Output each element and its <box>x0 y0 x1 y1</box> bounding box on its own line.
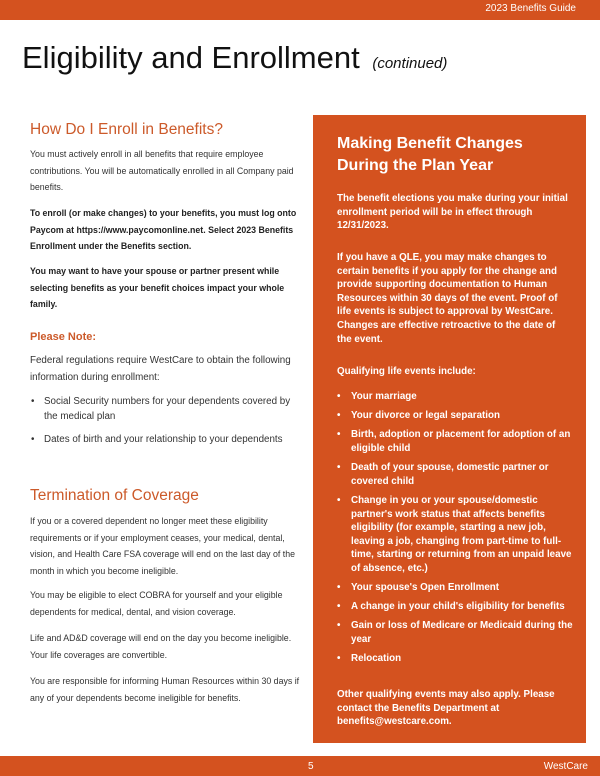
event-text: A change in your child's eligibility for benefits <box>351 601 565 613</box>
termination-paragraph-3: Life and AD&D coverage will end on the day you become ineligible. Your life coverages are convertible. <box>30 633 292 660</box>
panel-paragraph-2: If you have a QLE, you may make changes to certain benefits if you apply for the change and provide supporting documentation to Human Resources within 30 days of the event. Proof of life events is subject to approval by WestCare. Changes are effective retroactive to the date of the event. <box>337 252 558 345</box>
enroll-paragraph-1: You must actively enroll in all benefits that require employee contributions. You will be automatically enrolled in all Company paid benefits. <box>30 149 294 192</box>
brand-name: WestCare <box>543 761 588 772</box>
footer-bar <box>0 756 600 776</box>
qualifying-events-intro: Qualifying life events include: <box>337 366 476 377</box>
qualifying-events-list <box>337 390 577 671</box>
event-text: Change in you or your spouse/domestic partner's work status that affects benefits eligibility (for example, starting a new job, leaving a job, changing from part-time to full-time, starting or returning from an unpaid leave of absence, etc.) <box>351 494 572 574</box>
list-item: • Relocation <box>337 653 402 665</box>
page-number: 5 <box>308 761 314 772</box>
event-text: Death of your spouse, domestic partner or covered child <box>351 462 549 487</box>
enroll-heading: How Do I Enroll in Benefits? <box>30 121 223 138</box>
termination-heading: Termination of Coverage <box>30 487 199 504</box>
event-text: Birth, adoption or placement for adoption of an eligible child <box>351 429 571 454</box>
panel-title: Making Benefit Changes During the Plan Year <box>337 135 523 174</box>
event-text: Gain or loss of Medicare or Medicaid during the year <box>351 620 573 646</box>
termination-paragraph-1: If you or a covered dependent no longer meet these eligibility requirements or if your employment ceases, your medical, dental, vision, and Health Care FSA coverage will end on the last day of the month in which you become ineligible. <box>30 516 296 576</box>
note-item-text: Social Security numbers for your dependents covered by the medical plan <box>44 396 291 422</box>
note-intro: Federal regulations require WestCare to obtain the following information during enrollment: <box>30 355 291 383</box>
list-item: • Change in you or your spouse/domestic partner's work status that affects benefits eligibility (for example, starting a new job, leaving a job, changing from part-time to full-time, starting or returning from an unpaid leave of absence, etc.) <box>337 494 572 574</box>
please-note-label: Please Note: <box>30 331 97 343</box>
page-title-suffix: (continued) <box>372 55 448 72</box>
note-item-text: Dates of birth and your relationship to your dependents <box>44 434 283 445</box>
list-item: • Gain or loss of Medicare or Medicaid during the year <box>337 620 573 646</box>
list-item: • Your marriage <box>337 391 417 402</box>
guide-title: 2023 Benefits Guide <box>485 3 576 14</box>
list-item: • Death of your spouse, domestic partner or covered child <box>337 462 549 487</box>
page-title <box>22 40 447 76</box>
note-list <box>30 394 300 447</box>
plan-year-changes-panel <box>313 115 586 743</box>
event-text: Your spouse's Open Enrollment <box>351 582 500 594</box>
event-text: Your marriage <box>351 391 417 402</box>
termination-paragraph-4: You are responsible for informing Human Resources within 30 days if any of your dependents become ineligible for benefits. <box>30 676 300 703</box>
panel-paragraph-1: The benefit elections you make during your initial enrollment period will be in effect through 12/31/2023. <box>337 193 568 232</box>
list-item: • A change in your child's eligibility for benefits <box>337 601 565 613</box>
panel-closing: Other qualifying events may also apply. Please contact the Benefits Department at benefits@westcare.com. <box>337 689 555 728</box>
termination-paragraph-2: You may be eligible to elect COBRA for yourself and your eligible dependents for medical, dental, and vision coverage. <box>30 590 283 617</box>
event-text: Relocation <box>351 653 402 665</box>
list-item: • Your spouse's Open Enrollment <box>337 582 500 594</box>
top-banner <box>0 0 600 20</box>
list-item: • Dates of birth and your relationship to your dependents <box>31 434 283 445</box>
enroll-paragraph-2: To enroll (or make changes) to your benefits, you must log onto Paycom at https://www.paycomonline.net. Select 2023 Benefits Enrollment under the Benefits section. <box>30 208 297 251</box>
list-item: • Birth, adoption or placement for adoption of an eligible child <box>337 429 571 454</box>
enroll-paragraph-3: You may want to have your spouse or partner present while selecting benefits as your benefit choices impact your whole family. <box>30 266 285 309</box>
list-item: • Social Security numbers for your dependents covered by the medical plan <box>31 396 291 422</box>
page-title-text: Eligibility and Enrollment <box>22 40 360 75</box>
list-item: • Your divorce or legal separation <box>337 410 500 422</box>
event-text: Your divorce or legal separation <box>351 410 500 422</box>
